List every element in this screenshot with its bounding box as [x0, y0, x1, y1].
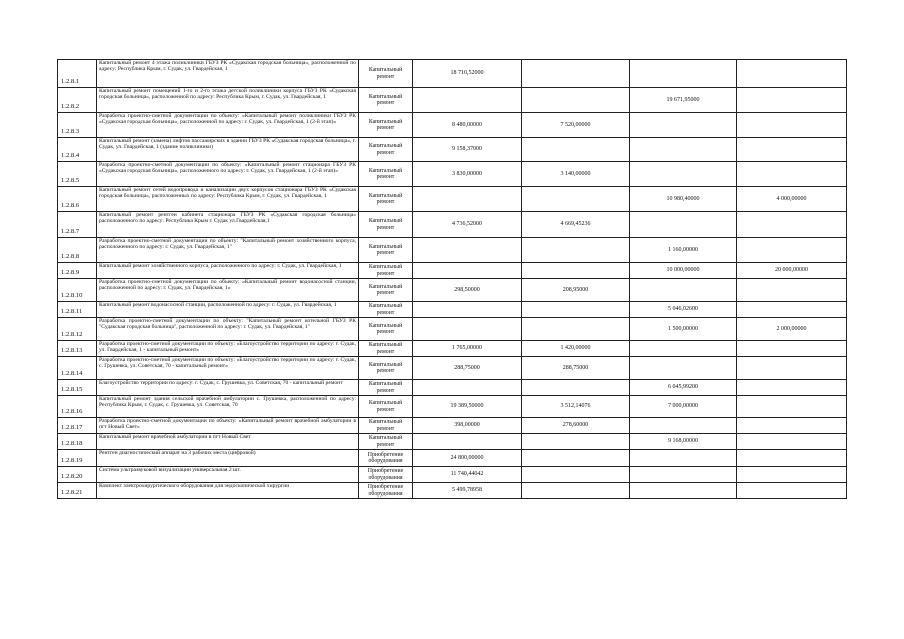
cell-num: 1.2.8.21: [58, 483, 97, 499]
cell-c3: 1 160,00000: [630, 238, 737, 263]
cell-num: 1.2.8.6: [58, 187, 97, 212]
cell-c4: [737, 113, 847, 138]
cell-c1: 11 740,44042: [413, 467, 522, 483]
cell-c1: 5 499,78958: [413, 483, 522, 499]
cell-c3: 5 046,02600: [630, 302, 737, 318]
cell-c3: [630, 483, 737, 499]
cell-c2: [522, 187, 630, 212]
cell-type: Капитальный ремонт: [359, 396, 413, 418]
cell-c1: [413, 263, 522, 279]
cell-type: Капитальный ремонт: [359, 138, 413, 162]
budget-table: [57, 59, 847, 499]
cell-name: Рентген диагностический аппарат на 3 рабочих места (цифровой): [97, 450, 359, 467]
cell-type: Капитальный ремонт: [359, 357, 413, 380]
table-row: [58, 263, 847, 279]
cell-name: Капитальный ремонт водонасосной станции, расположенной по адресу: г. Судак, ул. Гвардейская, 1: [97, 302, 359, 318]
cell-c2: 3 512,14076: [522, 396, 630, 418]
cell-type: Капитальный ремонт: [359, 318, 413, 341]
cell-c3: 10 980,40000: [630, 187, 737, 212]
cell-type: Капитальный ремонт: [359, 88, 413, 113]
cell-type: Приобретение оборудования: [359, 483, 413, 499]
table-row: [58, 396, 847, 418]
cell-num: 1.2.8.13: [58, 341, 97, 357]
cell-c3: [630, 138, 737, 162]
cell-num: 1.2.8.10: [58, 279, 97, 302]
cell-name: Разработка проектно-сметной документации по объекту: "Капитальный ремонт котельной ГБУЗ РК "Судакская городская больница", расположенной по адресу: г. Судак, ул. Гвардейская, 1": [97, 318, 359, 341]
cell-type: Приобретение оборудования: [359, 450, 413, 467]
cell-name: Капитальный ремонт помещений 1-го и 2-го этажа детской поликлиники корпуса ГБУЗ РК «Судакская городская больница», расположенной по адресу: Республика Крым, г. Судак, ул. Гвардейская, 1: [97, 88, 359, 113]
cell-c1: 19 389,50000: [413, 396, 522, 418]
cell-c3: [630, 279, 737, 302]
cell-c3: [630, 418, 737, 434]
cell-type: Капитальный ремонт: [359, 302, 413, 318]
table-row: [58, 450, 847, 467]
cell-num: 1.2.8.18: [58, 434, 97, 450]
cell-num: 1.2.8.17: [58, 418, 97, 434]
cell-c4: [737, 212, 847, 238]
cell-type: Капитальный ремонт: [359, 434, 413, 450]
cell-type: Капитальный ремонт: [359, 113, 413, 138]
table-row: [58, 279, 847, 302]
table-row: [58, 341, 847, 357]
cell-c3: 19 671,95000: [630, 88, 737, 113]
cell-name: Капитальный ремонт врачебной амбулатории в пгт Новый Свет: [97, 434, 359, 450]
cell-type: Капитальный ремонт: [359, 418, 413, 434]
cell-c2: [522, 238, 630, 263]
cell-c1: 288,75000: [413, 357, 522, 380]
cell-c2: [522, 467, 630, 483]
cell-c3: [630, 212, 737, 238]
cell-num: 1.2.8.20: [58, 467, 97, 483]
cell-c4: [737, 279, 847, 302]
cell-name: Разработка проектно-сметной документации по объекту: "Капитальный ремонт хозяйственного корпуса, расположенного по адресу: г. Судак, ул. Гвардейская, 1": [97, 238, 359, 263]
table-row: [58, 418, 847, 434]
cell-c4: [737, 238, 847, 263]
table-row: [58, 357, 847, 380]
cell-c4: [737, 162, 847, 187]
cell-c2: 278,60000: [522, 418, 630, 434]
cell-type: Капитальный ремонт: [359, 279, 413, 302]
cell-type: Капитальный ремонт: [359, 60, 413, 88]
cell-c4: [737, 396, 847, 418]
cell-c1: [413, 187, 522, 212]
table-row: [58, 212, 847, 238]
cell-c1: 4 736,52000: [413, 212, 522, 238]
cell-c4: [737, 483, 847, 499]
cell-c1: 1 765,00000: [413, 341, 522, 357]
cell-c1: [413, 302, 522, 318]
cell-type: Капитальный ремонт: [359, 341, 413, 357]
table-row: [58, 88, 847, 113]
cell-c3: 7 000,00000: [630, 396, 737, 418]
cell-c3: [630, 113, 737, 138]
cell-name: Разработка проектно-сметной документации по объекту: «Капитальный ремонт поликлиники ГБУЗ РК «Судакская городская больница», расположенной по адресу: г. Судак, ул. Гвардейская, 1 (2-й этап)»: [97, 113, 359, 138]
cell-num: 1.2.8.14: [58, 357, 97, 380]
cell-c1: 18 710,52000: [413, 60, 522, 88]
cell-c4: [737, 434, 847, 450]
table-row: [58, 162, 847, 187]
cell-c2: [522, 318, 630, 341]
cell-c2: [522, 138, 630, 162]
cell-num: 1.2.8.3: [58, 113, 97, 138]
cell-c4: [737, 60, 847, 88]
cell-c1: 3 830,00000: [413, 162, 522, 187]
cell-num: 1.2.8.12: [58, 318, 97, 341]
cell-c3: 1 500,00000: [630, 318, 737, 341]
cell-name: Капитальный ремонт 4 этажа поликлиники ГБУЗ РК «Судакская городская больница», расположенной по адресу: Республика Крым, г. Судак, ул. Гвардейская, 1: [97, 60, 359, 88]
cell-num: 1.2.8.7: [58, 212, 97, 238]
cell-num: 1.2.8.9: [58, 263, 97, 279]
cell-num: 1.2.8.15: [58, 380, 97, 396]
table-row: [58, 113, 847, 138]
cell-name: Разработка проектно-сметной документации по объекту: «Капитальный ремонт водонасосной станции, расположенной по адресу: г. Судак, ул. Гвардейская, 1»: [97, 279, 359, 302]
cell-c2: [522, 263, 630, 279]
cell-c3: 6 045,99200: [630, 380, 737, 396]
cell-num: 1.2.8.19: [58, 450, 97, 467]
cell-c2: 208,95000: [522, 279, 630, 302]
cell-c4: 2 000,00000: [737, 318, 847, 341]
cell-name: Разработка проектно-сметной документации по объекту: «Благоустройство территории по адресу: г. Судак, ул. Гвардейская, 1 - капитальный ремонт»: [97, 341, 359, 357]
cell-c4: 20 000,00000: [737, 263, 847, 279]
cell-type: Капитальный ремонт: [359, 162, 413, 187]
cell-c4: [737, 467, 847, 483]
cell-type: Капитальный ремонт: [359, 212, 413, 238]
cell-c2: [522, 60, 630, 88]
cell-c2: [522, 88, 630, 113]
cell-name: Капитальный ремонт сетей водопровода и канализации двух корпусов стационара ГБУЗ РК «Судакская городская больница», расположенных по адресу: Республика Крым, г. Судак, ул. Гвардейская, 1: [97, 187, 359, 212]
cell-c1: 24 800,00000: [413, 450, 522, 467]
cell-c2: [522, 380, 630, 396]
cell-name: Благоустройство территории по адресу: г. Судак, с. Грушевка, ул. Советская, 70 - капитальный ремонт: [97, 380, 359, 396]
cell-name: Система ультразвуковой визуализации универсальная 2 шт.: [97, 467, 359, 483]
cell-c2: [522, 483, 630, 499]
cell-c1: 9 158,37000: [413, 138, 522, 162]
cell-c4: [737, 138, 847, 162]
cell-num: 1.2.8.4: [58, 138, 97, 162]
table-row: [58, 238, 847, 263]
cell-c3: [630, 60, 737, 88]
cell-c1: 8 480,00000: [413, 113, 522, 138]
cell-type: Капитальный ремонт: [359, 238, 413, 263]
cell-c1: [413, 318, 522, 341]
cell-c4: [737, 380, 847, 396]
cell-c3: 9 168,00000: [630, 434, 737, 450]
cell-c1: [413, 380, 522, 396]
cell-type: Капитальный ремонт: [359, 187, 413, 212]
cell-num: 1.2.8.11: [58, 302, 97, 318]
table-row: [58, 380, 847, 396]
cell-c1: 398,00000: [413, 418, 522, 434]
table-row: [58, 434, 847, 450]
cell-name: Капитальный ремонт рентген кабинета стационара ГБУЗ РК «Судакская городская больница» расположенного по адресу: Республика Крым г. Судак ул.Гвардейская,1: [97, 212, 359, 238]
table-row: [58, 483, 847, 499]
cell-c2: [522, 434, 630, 450]
cell-c4: [737, 88, 847, 113]
cell-c4: [737, 418, 847, 434]
cell-c1: [413, 238, 522, 263]
cell-c2: 1 420,00000: [522, 341, 630, 357]
table-row: [58, 318, 847, 341]
cell-c4: [737, 450, 847, 467]
cell-name: Капитальный ремонт (замена) лифтов пассажирских в здании ГБУЗ РК «Судакская городская больница», г. Судак, ул. Гвардейская, 1 (здание поликлиники): [97, 138, 359, 162]
cell-c4: [737, 302, 847, 318]
cell-name: Разработка проектно-сметной документации по объекту: «Капитальный ремонт стационара ГБУЗ РК «Судакская городская больница», расположенного по адресу: г. Судак, ул. Гвардейская, 1 (2-й этап)»: [97, 162, 359, 187]
cell-c4: [737, 357, 847, 380]
cell-c4: 4 000,00000: [737, 187, 847, 212]
cell-c3: [630, 450, 737, 467]
cell-name: Капитальный ремонт здания сельской врачебной амбулатории с. Грушевка, расположенной по адресу: Республика Крым, г. Судак, с. Грушевка, ул. Советская, 70: [97, 396, 359, 418]
cell-c2: 3 140,00000: [522, 162, 630, 187]
cell-c3: [630, 467, 737, 483]
cell-c3: 10 000,00000: [630, 263, 737, 279]
cell-c1: [413, 434, 522, 450]
table-row: [58, 138, 847, 162]
cell-name: Разработка проектно-сметной документации по объекту: «Благоустройство территории по адресу: г. Судак, с. Грушевка, ул. Советская, 70 - капитальный ремонт»: [97, 357, 359, 380]
table-row: [58, 467, 847, 483]
table-body: [58, 60, 847, 499]
cell-type: Приобретение оборудования: [359, 467, 413, 483]
cell-name: Капитальный ремонт хозяйственного корпуса, расположенного по адресу: г. Судак, ул. Гвардейская, 1: [97, 263, 359, 279]
table-row: [58, 187, 847, 212]
cell-type: Капитальный ремонт: [359, 263, 413, 279]
cell-c4: [737, 341, 847, 357]
cell-num: 1.2.8.8: [58, 238, 97, 263]
cell-type: Капитальный ремонт: [359, 380, 413, 396]
cell-c3: [630, 357, 737, 380]
cell-c2: [522, 302, 630, 318]
cell-c1: [413, 88, 522, 113]
cell-c2: 288,75000: [522, 357, 630, 380]
cell-name: Комплект электрохирургического оборудования для эндоскопической хирургии: [97, 483, 359, 499]
cell-c2: 4 669,45236: [522, 212, 630, 238]
cell-c1: 298,50000: [413, 279, 522, 302]
cell-num: 1.2.8.16: [58, 396, 97, 418]
cell-c2: [522, 450, 630, 467]
cell-num: 1.2.8.5: [58, 162, 97, 187]
cell-num: 1.2.8.1: [58, 60, 97, 88]
cell-c2: 7 520,00000: [522, 113, 630, 138]
cell-num: 1.2.8.2: [58, 88, 97, 113]
cell-name: Разработка проектно-сметной документации по объекту: «Капитальный ремонт врачебной амбулатории в пгт Новый Свет»: [97, 418, 359, 434]
table-row: [58, 60, 847, 88]
cell-c3: [630, 341, 737, 357]
cell-c3: [630, 162, 737, 187]
table-row: [58, 302, 847, 318]
